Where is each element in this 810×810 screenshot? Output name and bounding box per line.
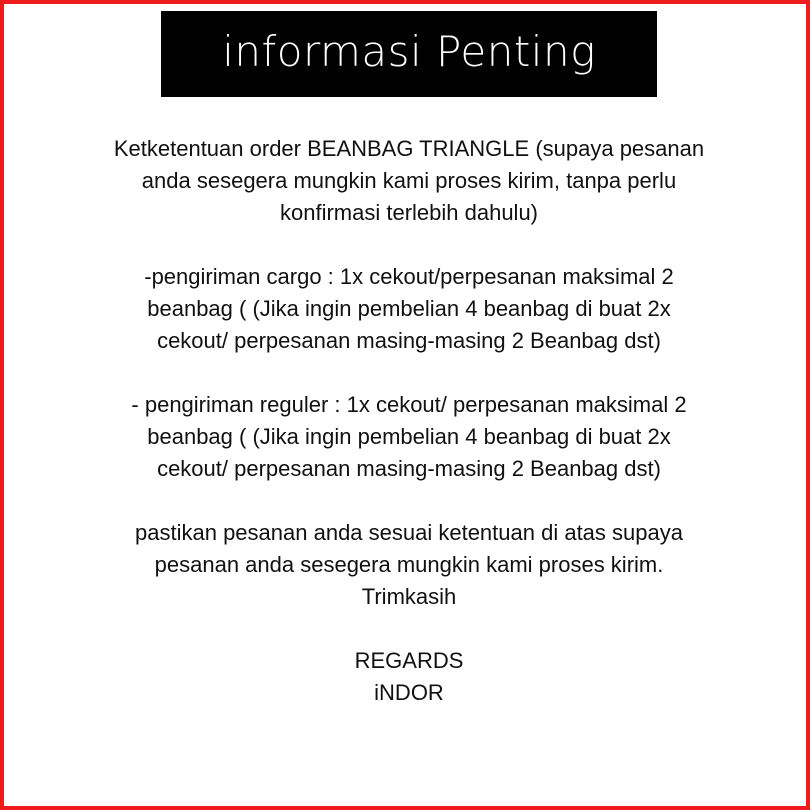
signature-regards: REGARDS [354, 648, 464, 673]
title-banner [161, 11, 657, 97]
page-title: informasi Penting [222, 26, 596, 76]
closing-paragraph [74, 517, 744, 613]
intro-paragraph [74, 133, 744, 229]
cargo-rule-line: cekout/ perpesanan masing-masing 2 Beanbag dst) [157, 328, 661, 353]
regular-rule-paragraph [74, 389, 744, 485]
regular-rule-line: - pengiriman reguler : 1x cekout/ perpesanan maksimal 2 [131, 392, 687, 417]
signature-name: iNDOR [374, 680, 444, 705]
regular-rule-line: cekout/ perpesanan masing-masing 2 Beanbag dst) [157, 456, 661, 481]
cargo-rule-line: -pengiriman cargo : 1x cekout/perpesanan maksimal 2 [144, 264, 674, 289]
intro-line: konfirmasi terlebih dahulu) [279, 200, 539, 225]
information-body [74, 133, 744, 741]
closing-line: pesanan anda sesegera mungkin kami proses kirim. [154, 552, 664, 577]
cargo-rule-line: beanbag ( (Jika ingin pembelian 4 beanbag di buat 2x [147, 296, 671, 321]
closing-line: Trimkasih [361, 584, 457, 609]
intro-line: anda sesegera mungkin kami proses kirim, tanpa perlu [141, 168, 677, 193]
signature-block [74, 645, 744, 709]
regular-rule-line: beanbag ( (Jika ingin pembelian 4 beanbag di buat 2x [147, 424, 671, 449]
cargo-rule-paragraph [74, 261, 744, 357]
intro-line: Ketketentuan order BEANBAG TRIANGLE (supaya pesanan [113, 136, 705, 161]
closing-line: pastikan pesanan anda sesuai ketentuan di atas supaya [135, 520, 683, 545]
